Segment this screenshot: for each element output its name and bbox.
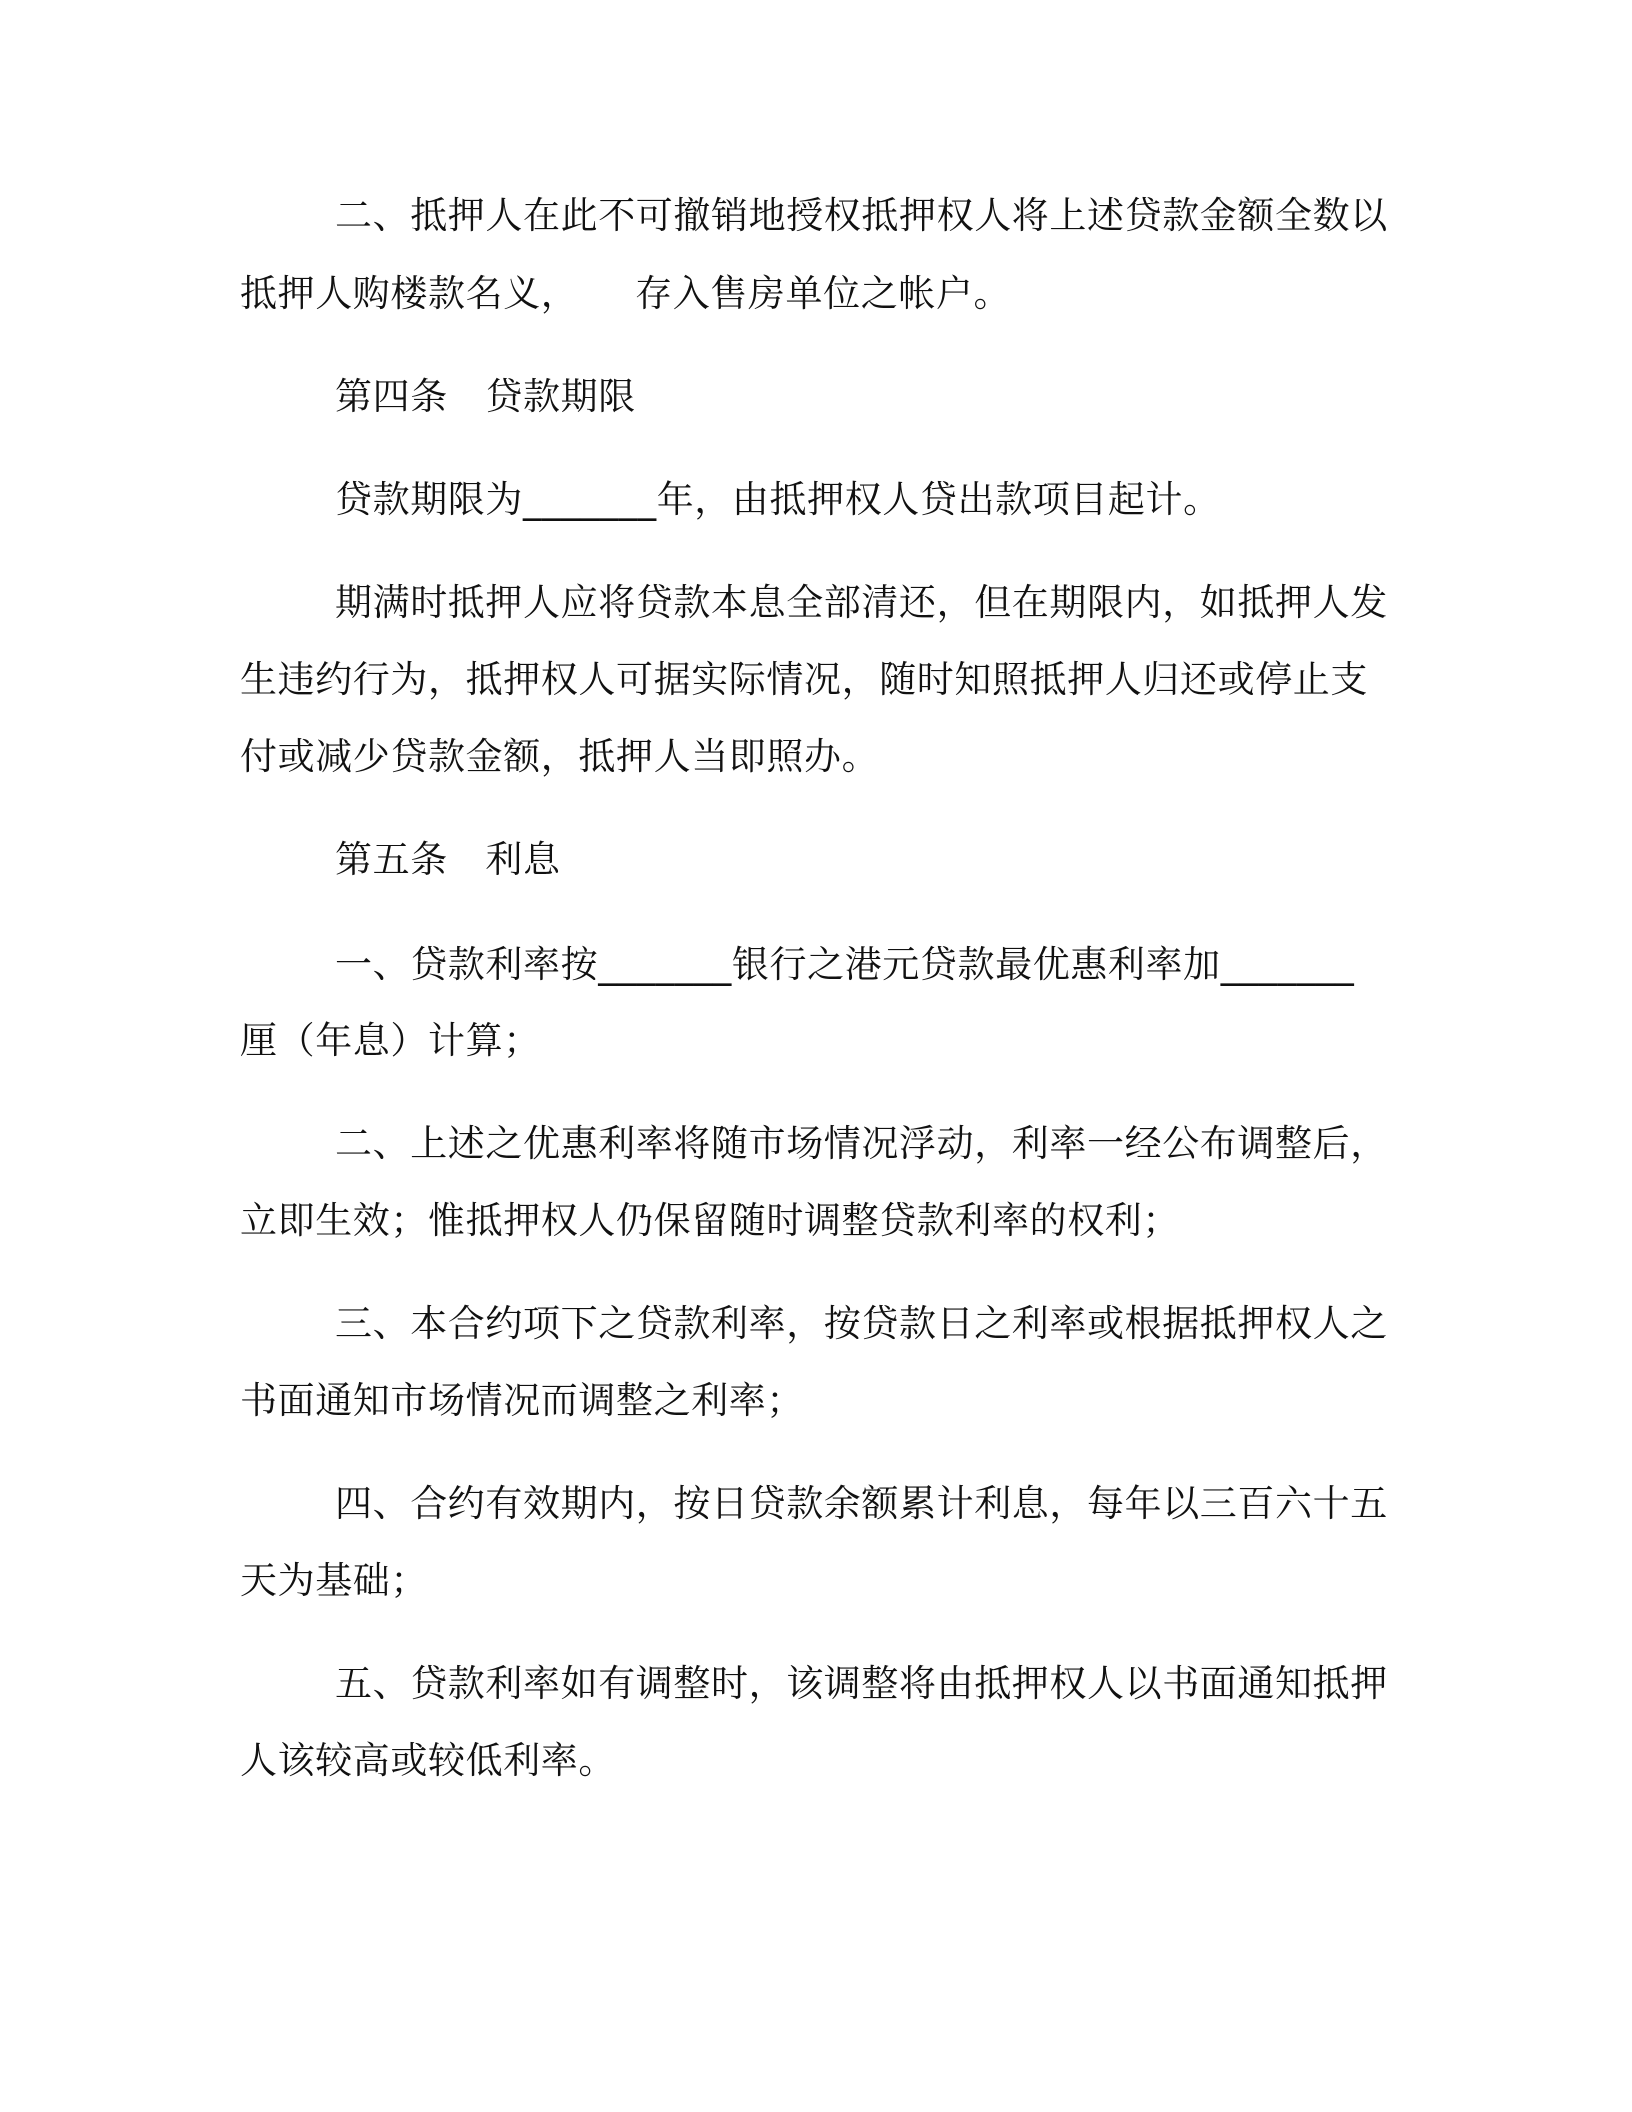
text-line: 立即生效；惟抵押权人仍保留随时调整贷款利率的权利； bbox=[240, 1199, 1180, 1242]
text-line: 贷款期限为_______年，由抵押权人贷出款项目起计。 bbox=[335, 478, 1221, 521]
text-line: 期满时抵押人应将贷款本息全部清还，但在期限内，如抵押人发 bbox=[335, 581, 1388, 624]
text-line: 二、上述之优惠利率将随市场情况浮动，利率一经公布调整后， bbox=[335, 1122, 1388, 1165]
text-line: 一、贷款利率按_______银行之港元贷款最优惠利率加_______ bbox=[335, 943, 1355, 986]
text-line: 人该较高或较低利率。 bbox=[240, 1739, 616, 1782]
text-line: 抵押人购楼款名义， 存入售房单位之帐户。 bbox=[240, 272, 1012, 315]
text-line: 生违约行为，抵押权人可据实际情况，随时知照抵押人归还或停止支 bbox=[240, 658, 1368, 701]
text-line: 二、抵押人在此不可撤销地授权抵押权人将上述贷款金额全数以 bbox=[335, 194, 1388, 237]
article-heading: 第五条 利息 bbox=[335, 838, 561, 881]
text-line: 五、贷款利率如有调整时，该调整将由抵押权人以书面通知抵押 bbox=[335, 1662, 1388, 1705]
text-line: 厘（年息）计算； bbox=[240, 1019, 541, 1062]
article-heading: 第四条 贷款期限 bbox=[335, 375, 636, 418]
text-line: 书面通知市场情况而调整之利率； bbox=[240, 1379, 804, 1422]
text-line: 天为基础； bbox=[240, 1559, 428, 1602]
text-line: 四、合约有效期内，按日贷款余额累计利息，每年以三百六十五 bbox=[335, 1482, 1388, 1525]
text-line: 三、本合约项下之贷款利率，按贷款日之利率或根据抵押权人之 bbox=[335, 1302, 1388, 1345]
text-line: 付或减少贷款金额，抵押人当即照办。 bbox=[240, 735, 880, 778]
